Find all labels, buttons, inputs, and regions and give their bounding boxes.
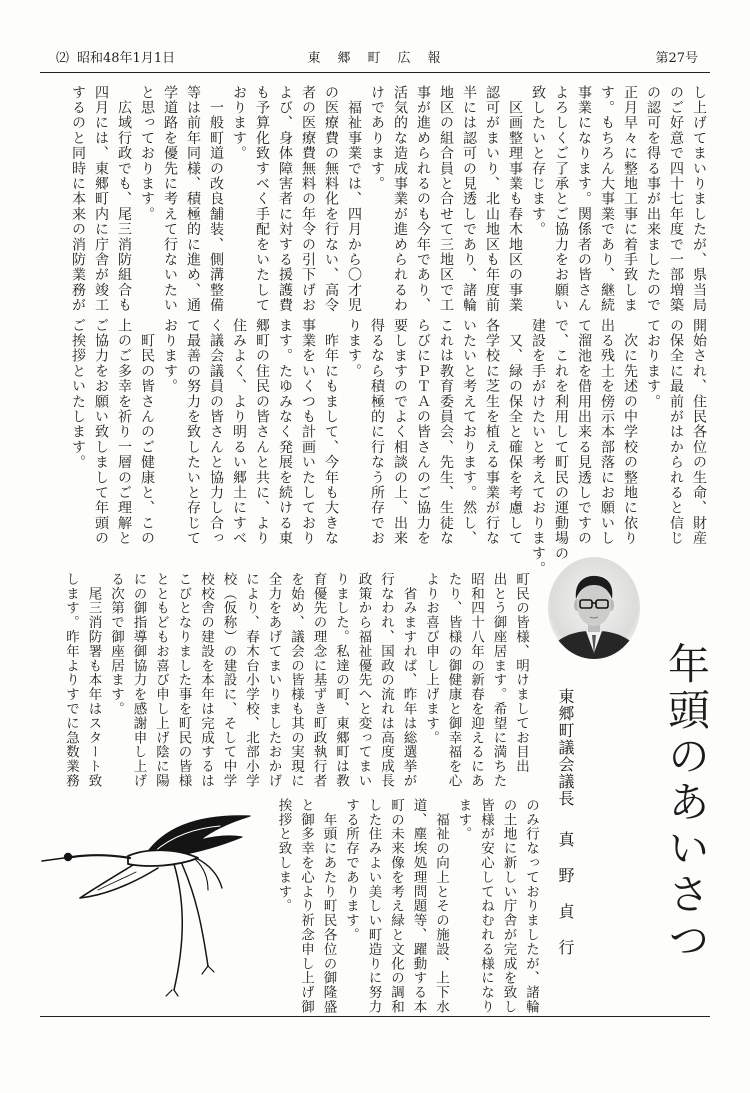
text-column: ご協力をお願い致しまして年頭の (93, 318, 109, 546)
text-column: こびとなりました事を町民の皆様 (175, 572, 192, 788)
text-column: ります。 (346, 318, 362, 379)
text-column: 致したいと存じます。 (530, 85, 546, 237)
text-column: のみ行なっておりましたが、諸輪 (523, 798, 539, 1014)
text-column: 四月には、東郷町内に庁舎が竣工 (93, 85, 109, 313)
text-column: 住みよく、より明るい郷土にすべ (231, 318, 247, 546)
text-column: する所存であります。 (343, 798, 359, 942)
text-column: ご挨拶といたします。 (70, 318, 86, 470)
text-column: 又、緑の保全と確保を考慮して (507, 318, 523, 546)
text-column: の保全に最前がはかられると信じ (668, 318, 684, 546)
text-column: 事が進められるのも今年であり、 (415, 85, 431, 313)
text-column: 福祉事業では、四月から〇才児 (346, 85, 362, 313)
text-column: 半には認可の見透しであり、諸輪 (461, 85, 477, 313)
text-column: も予算化致すべく手配をいたして (254, 85, 270, 313)
text-column: し上げてまいりましたが、県当局 (691, 85, 707, 313)
text-column: 昨年にもまして、今年も大きな (323, 318, 339, 546)
text-column: で、これを利用して町民の運動場の (553, 318, 569, 562)
text-column: します。昨年よりすでに急数業務 (63, 572, 79, 788)
text-column: 年頭にあたり町民各位の御隆盛 (320, 798, 337, 1014)
text-column: て最善の努力を致したいと存じて (185, 318, 201, 546)
text-column: 校（仮称）の建設に、そして中学 (220, 572, 237, 788)
text-column: いたいと考えております。然し、 (461, 318, 477, 546)
text-column: 一般町道の改良舗装、側溝整備 (208, 85, 224, 313)
text-column: す。もちろん大事業であり、継続 (599, 85, 615, 313)
text-column: よび、身体障害者に対する援護費 (277, 85, 293, 313)
text-column: と御多幸を心より祈念申し上げ御 (298, 798, 314, 1014)
text-column: 皆様が安心してねむれる様になり (478, 798, 494, 1014)
text-column: 校校舎の建設を本年は完成するは (198, 572, 214, 788)
text-column: 建設を手がけたいと考えております。 (530, 318, 546, 577)
text-column: 行なわれ、国政の流れは高度成長 (378, 572, 394, 788)
text-column: りました。私達の町、東郷町は教 (333, 572, 349, 788)
text-column: ます。 (455, 798, 472, 842)
text-column: これは教育委員会、先生、生徒な (438, 318, 454, 546)
text-column: 者の医療費無料の年令の引下げお (300, 85, 316, 313)
text-column: 政策から福祉優先へと変ってまい (355, 572, 372, 788)
text-column: 昭和四十八年の新春を迎えるにあ (468, 572, 484, 788)
text-column: 認可がまいり、北山地区も年度前 (484, 85, 500, 313)
text-column: 区画整理事業も春木地区の事業 (507, 85, 523, 313)
text-column: ます。たゆみなく発展を続ける東 (277, 318, 293, 546)
author-name: 真 野 貞 行 (556, 831, 575, 957)
text-column: 省みますれば、昨年は総選挙が (400, 572, 417, 788)
text-column: 活気的な造成事業が進められるわ (392, 85, 408, 313)
text-column: ております。 (645, 318, 661, 410)
text-column: 得るなら積極的に行なう所存でお (369, 318, 385, 546)
text-column: 上のご多幸を祈り一層のご理解と (116, 318, 132, 546)
text-column: 郷町の住民の皆さんと共に、より (254, 318, 270, 546)
bottom-rule (40, 1016, 710, 1017)
author-byline (552, 688, 578, 957)
text-column: 町の未来像を考え緑と文化の調和 (388, 798, 404, 1014)
portrait-photo (546, 555, 642, 661)
text-column: した住みよい美しい町造りに努力 (365, 798, 382, 1014)
text-column: により、春木台小学校、北部小学 (243, 572, 259, 788)
text-column: よろしくご了承とご協力をお願い (553, 85, 569, 313)
page-header (40, 48, 710, 73)
text-column: するのと同時に本来の消防業務が (70, 85, 86, 313)
text-column: 要しますのでよく相談の上、出来 (392, 318, 408, 546)
text-column: 広域行政でも、尾三消防組合も (116, 85, 132, 313)
continued-article-upper (66, 85, 710, 315)
text-column: を始め、議会の皆様も其の実現に (288, 572, 304, 788)
text-column: と思っております。 (139, 85, 155, 222)
text-column: 事業をいくつも計画いたしており (300, 318, 316, 546)
text-column: よりお喜び申し上げます。 (423, 572, 439, 745)
text-column: 挨拶と致します。 (275, 798, 292, 914)
text-column: 町民の皆さんのご健康と、この (139, 318, 155, 546)
text-column: の医療費の無料化を行ない、高令 (323, 85, 339, 313)
text-column: 育優先の理念に基ずき町政執行者 (310, 572, 327, 788)
text-column: 正月早々に整地工事に着手致しま (622, 85, 638, 313)
continued-article-lower (66, 318, 710, 577)
text-column: おります。 (162, 318, 178, 394)
article-title: 年頭のあいさつ (662, 642, 711, 964)
text-column: る次第で御座居ます。 (108, 572, 124, 716)
text-column: 各学校に芝生を植える事業が行な (484, 318, 500, 546)
text-column: 福祉の向上とその施設、上下水 (433, 798, 449, 1014)
text-column: たり、皆様の御健康と御幸福を心 (445, 572, 462, 788)
text-column: く議会議員の皆さんと協力し合っ (208, 318, 224, 546)
text-column: 出る残土を傍示本部落にお願いし (599, 318, 615, 546)
publication-date: 昭和48年1月1日 (77, 51, 176, 66)
issue-number: 第27号 (655, 51, 698, 66)
text-column: の認可を得る事が出来ましたので (645, 85, 661, 313)
text-column: 次に先述の中学校の整地に依り (622, 318, 638, 546)
text-column: とともどもお喜び申し上げ陰に陽 (153, 572, 169, 788)
masthead-title: 東 郷 町 広 報 (307, 51, 443, 66)
text-column: にの御指導御協力を感謝申し上げ (130, 572, 147, 788)
text-column: 事業になります。関係者の皆さん (576, 85, 592, 313)
text-column: の土地に新しい庁舎が完成を致し (500, 798, 517, 1014)
text-column: 町民の皆様、明けましてお目出 (513, 572, 529, 774)
text-column: のご好意で四十七年度で一部増築 (668, 85, 684, 313)
text-column: らびにＰＴＡの皆さんのご協力を (415, 318, 431, 546)
crane-illustration (36, 798, 256, 998)
text-column: 全力をあげてまいりましたおかげ (265, 572, 282, 788)
page-number: ⑵ (56, 51, 70, 66)
text-column: 学道路を優先に考えて行ないたい (162, 85, 178, 313)
text-column: 尾三消防署も本年はスタート致 (85, 572, 102, 788)
text-column: 出とう御座居ます。希望に満ちた (490, 572, 507, 788)
text-column: 等は前年同様、積極的に進め、通 (185, 85, 201, 313)
author-position: 東郷町議会議長 (556, 688, 575, 807)
greeting-body-upper (59, 572, 532, 790)
text-column: おります。 (231, 85, 247, 161)
greeting-body-lower (272, 798, 542, 1012)
text-column: けであります。 (369, 85, 385, 192)
text-column: 地区の組合員と合せて三地区で工 (438, 85, 454, 313)
text-column: 開始され、住民各位の生命、財産 (691, 318, 707, 546)
text-column: 道、塵埃処理問題等、躍動する本 (410, 798, 427, 1014)
text-column: て溜池を借用出来る見透しですの (576, 318, 592, 546)
